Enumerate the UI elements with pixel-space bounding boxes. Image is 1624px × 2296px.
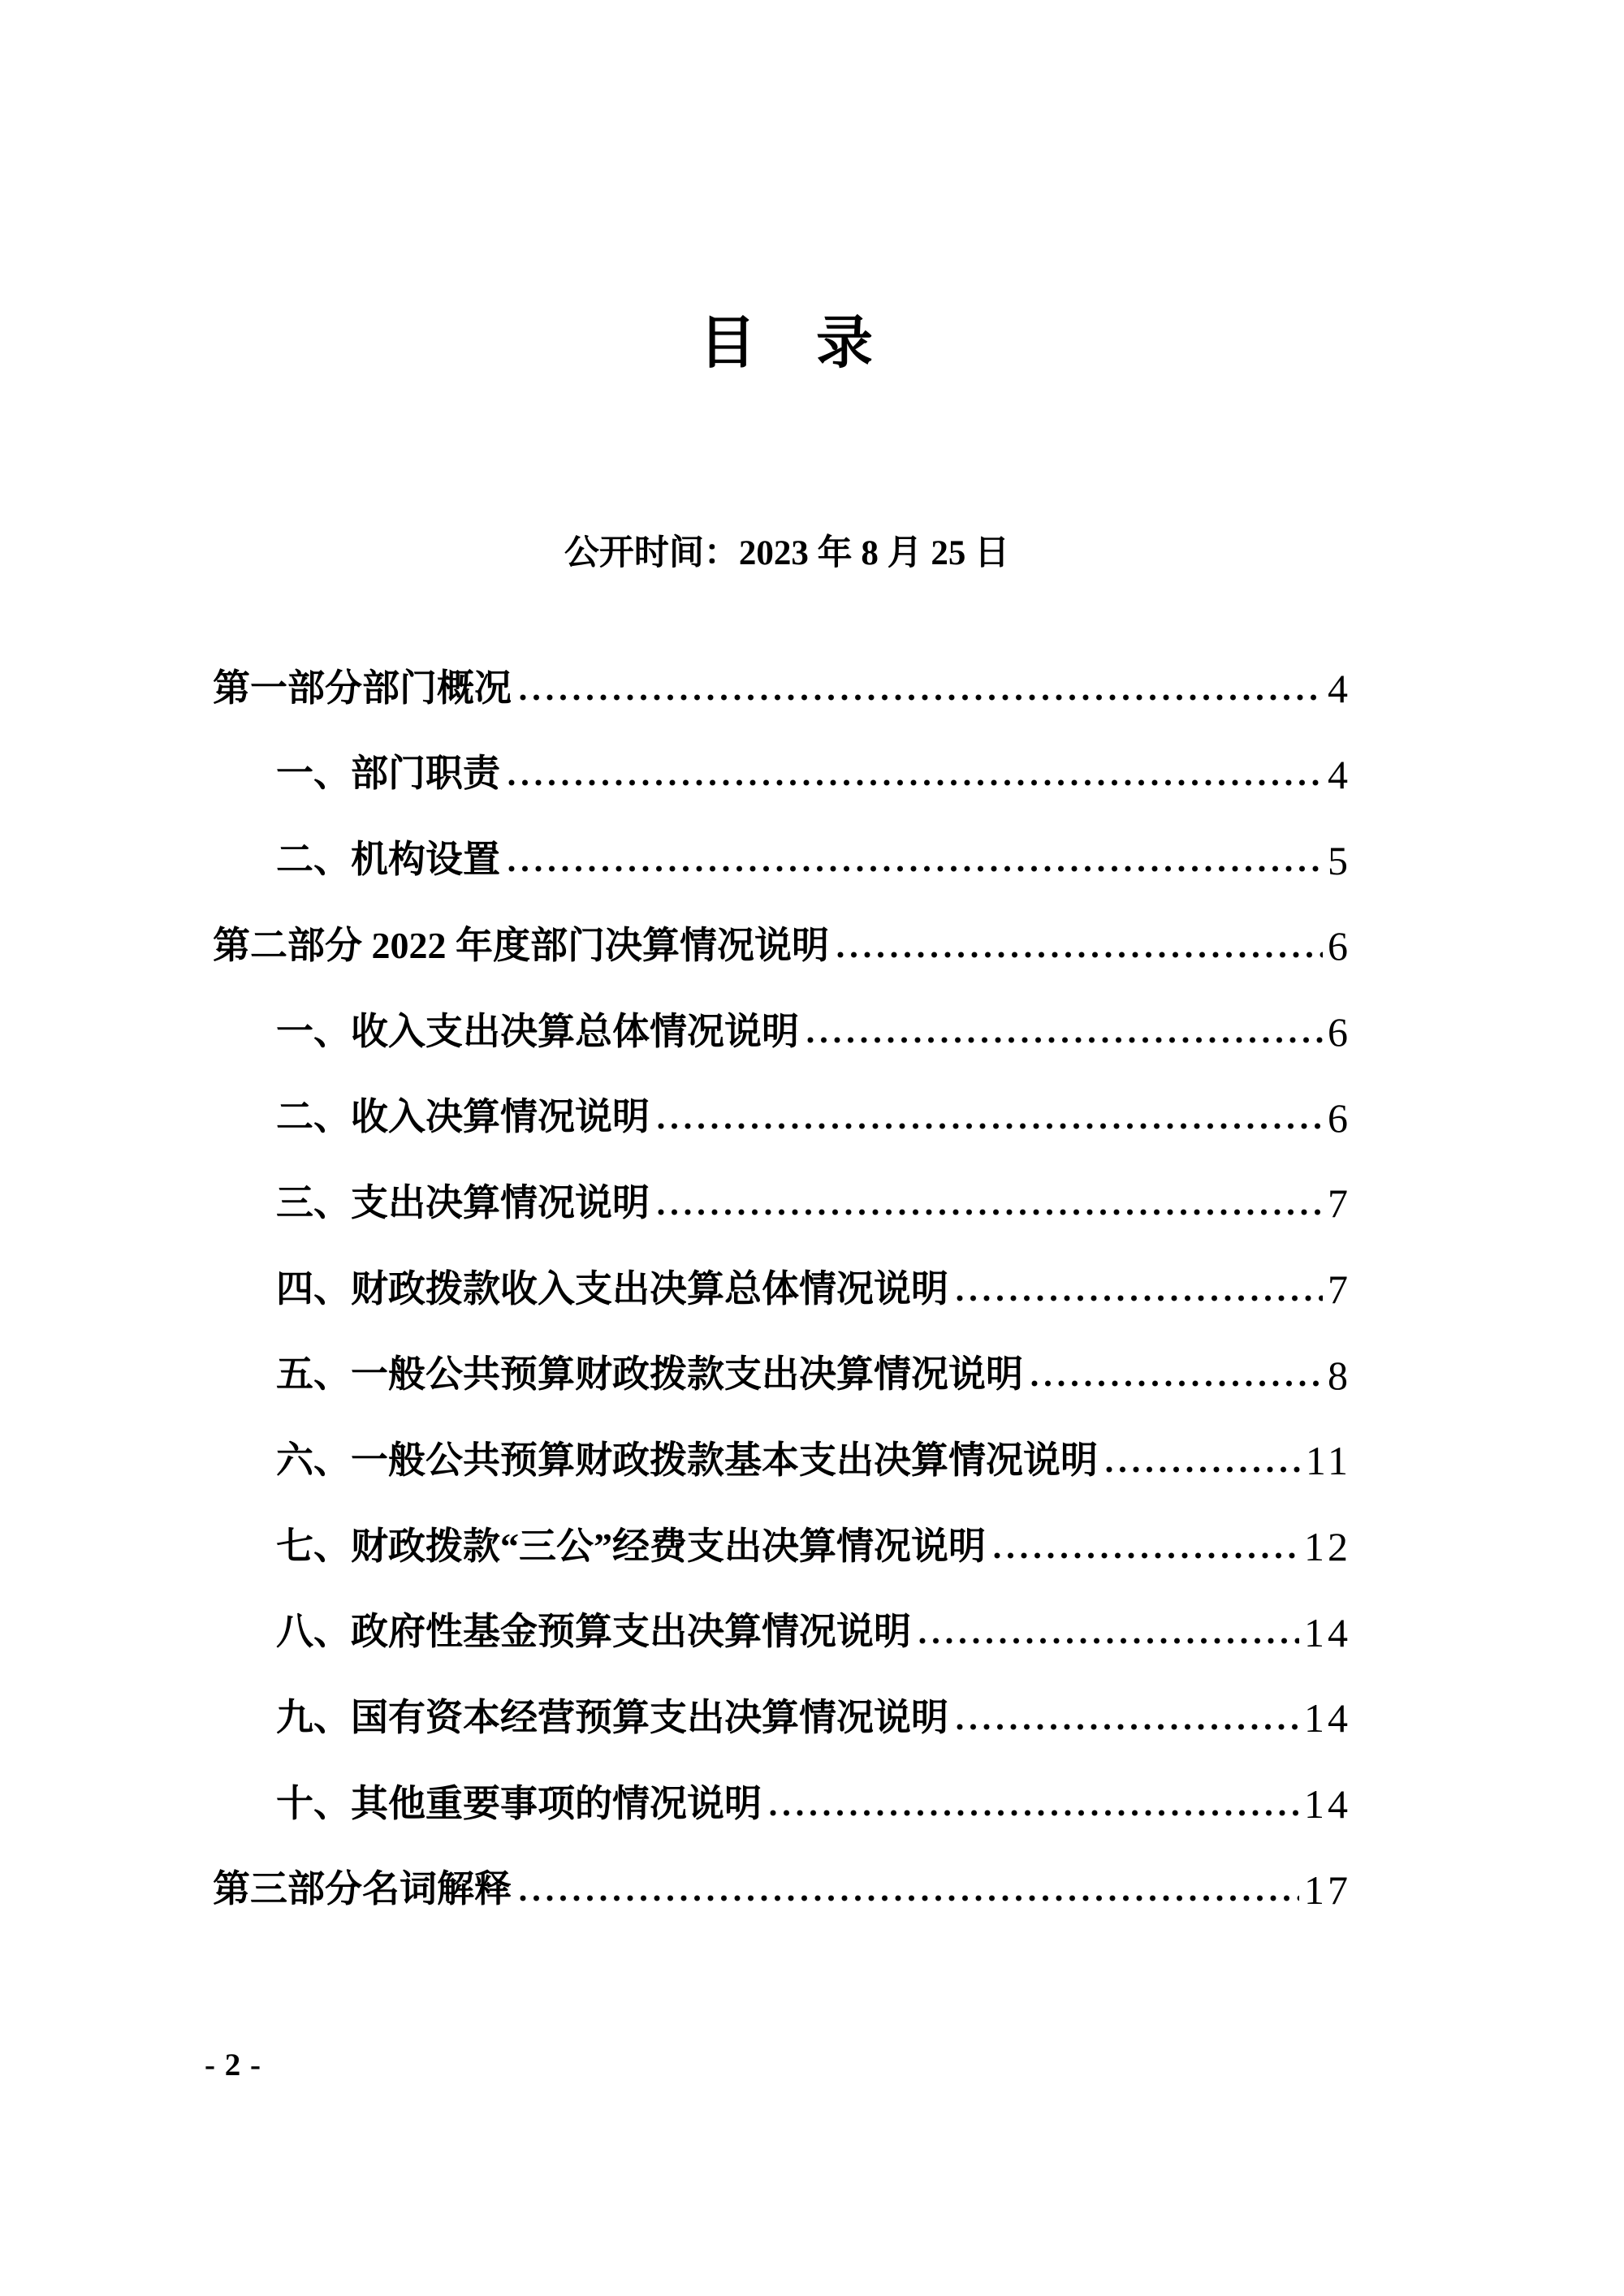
toc-entry-label: 二、机构设置	[276, 839, 500, 881]
toc-entry-line	[276, 1094, 1351, 1141]
toc-entry-line	[276, 1781, 1351, 1828]
toc-entry-label: 第三部分名词解释	[213, 1868, 512, 1910]
toc-entry-label: 三、支出决算情况说明	[276, 1181, 650, 1224]
toc-entry	[213, 1229, 1351, 1315]
toc-entry-label: 四、财政拨款收入支出决算总体情况说明	[276, 1267, 948, 1310]
table-of-contents	[213, 628, 1351, 1915]
toc-entry-page-number: 7	[1328, 1267, 1351, 1312]
toc-entry-label: 八、政府性基金预算支出决算情况说明	[276, 1611, 911, 1653]
toc-entry-label: 一、部门职责	[276, 753, 500, 795]
toc-entry-line	[213, 666, 1351, 712]
toc-entry-label: 七、财政拨款“三公”经费支出决算情况说明	[276, 1525, 986, 1567]
dot-leader	[994, 1551, 1299, 1560]
toc-entry	[213, 1315, 1351, 1401]
toc-entry-line	[276, 1524, 1351, 1570]
toc-entry-line	[276, 751, 1351, 797]
toc-entry-page-number: 14	[1304, 1695, 1351, 1741]
toc-entry-page-number: 12	[1304, 1524, 1351, 1570]
toc-entry	[213, 714, 1351, 801]
toc-entry-label: 一、收入支出决算总体情况说明	[276, 1010, 799, 1052]
toc-entry-label: 九、国有资本经营预算支出决算情况说明	[276, 1697, 948, 1739]
dot-leader	[658, 1207, 1323, 1217]
page-number-footer: - 2 -	[205, 2048, 261, 2082]
toc-entry	[213, 1573, 1351, 1659]
toc-entry-label: 五、一般公共预算财政拨款支出决算情况说明	[276, 1353, 1023, 1396]
dot-leader	[957, 1293, 1323, 1303]
dot-leader	[658, 1121, 1323, 1131]
dot-leader	[837, 950, 1323, 960]
toc-entry	[213, 1400, 1351, 1487]
toc-entry-page-number: 4	[1328, 751, 1351, 797]
toc-entry-line	[276, 1180, 1351, 1227]
dot-leader	[1031, 1379, 1323, 1388]
dot-leader	[520, 1893, 1299, 1903]
toc-entry-line	[276, 1008, 1351, 1055]
toc-entry-line	[213, 1867, 1351, 1913]
publish-date-line: 公开时间：2023 年 8 月 25 日	[564, 534, 1010, 572]
toc-entry-page-number: 4	[1328, 666, 1351, 712]
toc-entry	[213, 1057, 1351, 1143]
dot-leader	[957, 1722, 1299, 1732]
toc-entry	[213, 1487, 1351, 1573]
toc-entry-page-number: 6	[1328, 1094, 1351, 1141]
toc-entry-page-number: 14	[1304, 1609, 1351, 1655]
dot-leader	[520, 693, 1323, 702]
toc-entry-line	[276, 837, 1351, 883]
dot-leader	[919, 1636, 1299, 1646]
toc-entry	[213, 1830, 1351, 1916]
toc-entry-line	[276, 1352, 1351, 1398]
toc-entry	[213, 628, 1351, 714]
toc-entry	[213, 800, 1351, 886]
toc-entry-label: 第二部分 2022 年度部门决算情况说明	[213, 924, 829, 966]
toc-entry	[213, 1744, 1351, 1830]
toc-entry-page-number: 7	[1328, 1180, 1351, 1227]
toc-entry	[213, 972, 1351, 1058]
toc-entry-line	[276, 1267, 1351, 1312]
toc-entry-page-number: 5	[1328, 837, 1351, 883]
toc-entry-line	[213, 923, 1351, 969]
toc-entry-page-number: 11	[1305, 1438, 1351, 1484]
toc-entry	[213, 1143, 1351, 1229]
dot-leader	[508, 778, 1323, 788]
toc-entry-page-number: 6	[1328, 1008, 1351, 1055]
toc-entry-page-number: 8	[1328, 1352, 1351, 1398]
dot-leader	[807, 1035, 1323, 1045]
page-title: 目 录	[699, 313, 875, 375]
toc-entry-line	[276, 1695, 1351, 1741]
dot-leader	[770, 1808, 1299, 1818]
dot-leader	[1106, 1465, 1301, 1474]
toc-entry-page-number: 6	[1328, 923, 1351, 969]
toc-entry-label: 第一部分部门概况	[213, 667, 512, 709]
toc-entry	[213, 886, 1351, 972]
toc-entry-page-number: 14	[1304, 1781, 1351, 1828]
dot-leader	[508, 864, 1323, 874]
toc-entry-label: 二、收入决算情况说明	[276, 1096, 650, 1138]
toc-entry-line	[276, 1609, 1351, 1655]
toc-entry-label: 六、一般公共预算财政拨款基本支出决算情况说明	[276, 1439, 1098, 1481]
toc-entry	[213, 1658, 1351, 1744]
toc-entry-page-number: 17	[1304, 1867, 1351, 1913]
toc-entry-label: 十、其他重要事项的情况说明	[276, 1782, 762, 1824]
toc-entry-line	[276, 1438, 1351, 1484]
